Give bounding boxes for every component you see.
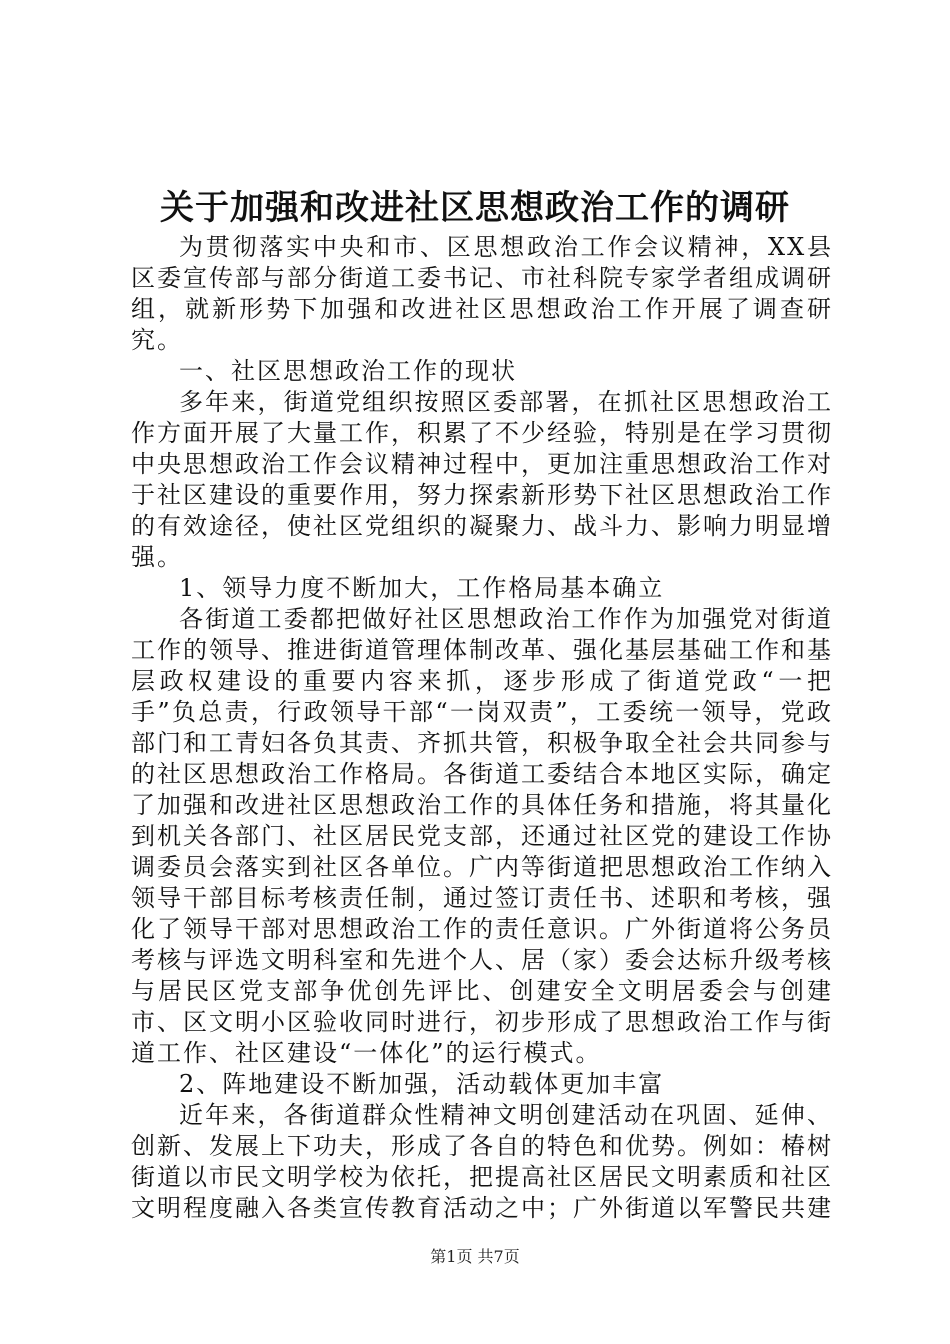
section-heading-1: 一、社区思想政治工作的现状 <box>179 357 517 385</box>
subsection-1-paragraph: 各街道工委都把做好社区思想政治工作作为加强党对街道工作的领导、推进街道管理体制改革、强化基层基础工作和基层政权建设的重要内容来抓，逐步形成了街道党政“一把手”负总责，行政领导干部“一岗双责”，工委统一领导，党政部门和工青妇各负其责、齐抓共管，积极争取全社会共同参与的社区思想政治工作格局。各街道工委结合本地区实际，确定了加强和改进社区思想政治工作的具体任务和措施，将其量化到机关各部门、社区居民党支部，还通过社区党的建设工作协调委员会落实到社区各单位。广内等街道把思想政治工作纳入领导干部目标考核责任制，通过签订责任书、述职和考核，强化了领导干部对思想政治工作的责任意识。广外街道将公务员考核与评选文明科室和先进个人、居（家）委会达标升级考核与居民区党支部争优创先评比、创建安全文明居委会与创建市、区文明小区验收同时进行，初步形成了思想政治工作与街道工作、社区建设“一体化”的运行模式。 <box>131 605 833 1067</box>
subsection-heading-1: 1、领导力度不断加大，工作格局基本确立 <box>179 574 665 602</box>
section-1-paragraph: 多年来，街道党组织按照区委部署，在抓社区思想政治工作方面开展了大量工作，积累了不少经验，特别是在学习贯彻中央思想政治工作会议精神过程中，更加注重思想政治工作对于社区建设的重要作用，努力探索新形势下社区思想政治工作的有效途径，使社区党组织的凝聚力、战斗力、影响力明显增强。 <box>131 388 833 571</box>
subsection-2-paragraph: 近年来，各街道群众性精神文明创建活动在巩固、延伸、创新、发展上下功夫，形成了各自的特色和优势。例如：椿树街道以市民文明学校为依托，把提高社区居民文明素质和社区文明程度融入各类宣传教育活动之中；广外街道以军警民共建 <box>131 1101 833 1222</box>
subsection-heading-2: 2、阵地建设不断加强，活动载体更加丰富 <box>179 1070 665 1098</box>
document-body <box>131 232 833 1224</box>
page-number-footer: 第1页 共7页 <box>430 1247 520 1266</box>
document-title: 关于加强和改进社区思想政治工作的调研 <box>160 188 790 228</box>
intro-paragraph: 为贯彻落实中央和市、区思想政治工作会议精神，XX县区委宣传部与部分街道工委书记、市社科院专家学者组成调研组，就新形势下加强和改进社区思想政治工作开展了调查研究。 <box>131 233 833 354</box>
